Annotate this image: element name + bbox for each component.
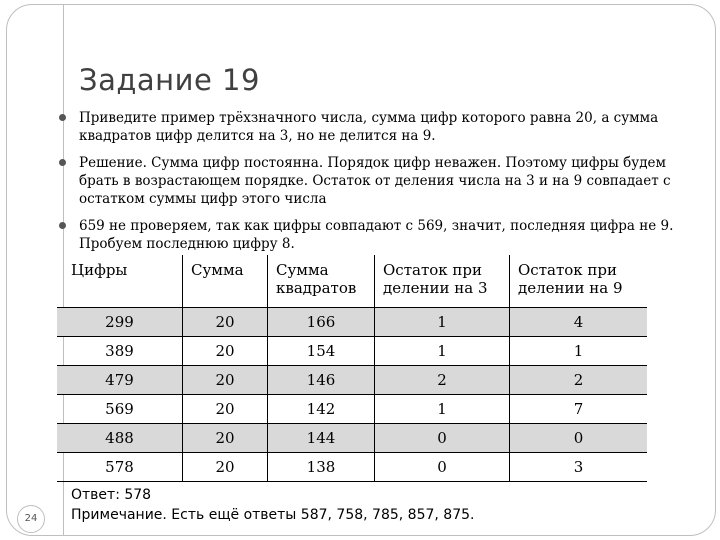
digits-table — [57, 255, 647, 482]
table-row — [57, 366, 647, 395]
table-cell: 3 — [510, 453, 648, 482]
slide-title: Задание 19 — [79, 63, 260, 97]
table-cell: 4 — [510, 308, 648, 337]
table-cell: 20 — [183, 337, 268, 366]
table-cell: 146 — [268, 366, 375, 395]
bullet-text: 659 не проверяем, так как цифры совпадают с 569, значит, последняя цифра не 9. Пробуем последнюю цифру 8. — [79, 218, 674, 252]
bullet-text: Решение. Сумма цифр постоянна. Порядок цифр неважен. Поэтому цифры будем брать в возрастающем порядке. Остаток от деления числа на 3 и на 9 совпадает с остатком суммы цифр этого числа — [79, 155, 671, 207]
bullet-dot-icon — [59, 114, 66, 121]
table-cell: 389 — [57, 337, 183, 366]
table-row — [57, 337, 647, 366]
column-header-mod9: Остаток при делении на 9 — [510, 255, 648, 308]
table-cell: 299 — [57, 308, 183, 337]
bullet-text: Приведите пример трёхзначного числа, сумма цифр которого равна 20, а сумма квадратов цифр делится на 3, но не делится на 9. — [79, 110, 659, 144]
table-cell: 7 — [510, 395, 648, 424]
table-cell: 166 — [268, 308, 375, 337]
bullet-item — [57, 154, 687, 208]
table-header-row — [57, 255, 647, 308]
bullet-list — [57, 109, 687, 262]
table-cell: 20 — [183, 395, 268, 424]
table-row — [57, 308, 647, 337]
answer-block — [71, 485, 474, 525]
column-header-mod3: Остаток при делении на 3 — [375, 255, 510, 308]
table-cell: 20 — [183, 424, 268, 453]
table-cell: 144 — [268, 424, 375, 453]
table-cell: 154 — [268, 337, 375, 366]
table-cell: 1 — [375, 308, 510, 337]
column-header-sum-squares: Сумма квадратов — [268, 255, 375, 308]
bullet-dot-icon — [59, 159, 66, 166]
table-cell: 1 — [510, 337, 648, 366]
table-cell: 0 — [375, 424, 510, 453]
bullet-dot-icon — [59, 222, 66, 229]
table-cell: 1 — [375, 395, 510, 424]
answer-text: Ответ: 578 — [71, 487, 152, 503]
column-header-digits: Цифры — [57, 255, 183, 308]
table-cell: 578 — [57, 453, 183, 482]
table-cell: 0 — [510, 424, 648, 453]
bullet-item — [57, 109, 687, 145]
table-row — [57, 424, 647, 453]
table-cell: 20 — [183, 366, 268, 395]
table-cell: 569 — [57, 395, 183, 424]
table-cell: 2 — [375, 366, 510, 395]
table-cell: 20 — [183, 308, 268, 337]
note-text: Примечание. Есть ещё ответы 587, 758, 785, 857, 875. — [71, 507, 475, 523]
table-cell: 20 — [183, 453, 268, 482]
table-cell: 1 — [375, 337, 510, 366]
column-header-sum: Сумма — [183, 255, 268, 308]
bullet-item — [57, 217, 687, 253]
slide — [6, 4, 716, 536]
table-cell: 142 — [268, 395, 375, 424]
table-cell: 479 — [57, 366, 183, 395]
table-row — [57, 453, 647, 482]
table-cell: 488 — [57, 424, 183, 453]
table-row — [57, 395, 647, 424]
page-number-badge: 24 — [17, 505, 45, 533]
table-cell: 2 — [510, 366, 648, 395]
table-cell: 138 — [268, 453, 375, 482]
table-cell: 0 — [375, 453, 510, 482]
